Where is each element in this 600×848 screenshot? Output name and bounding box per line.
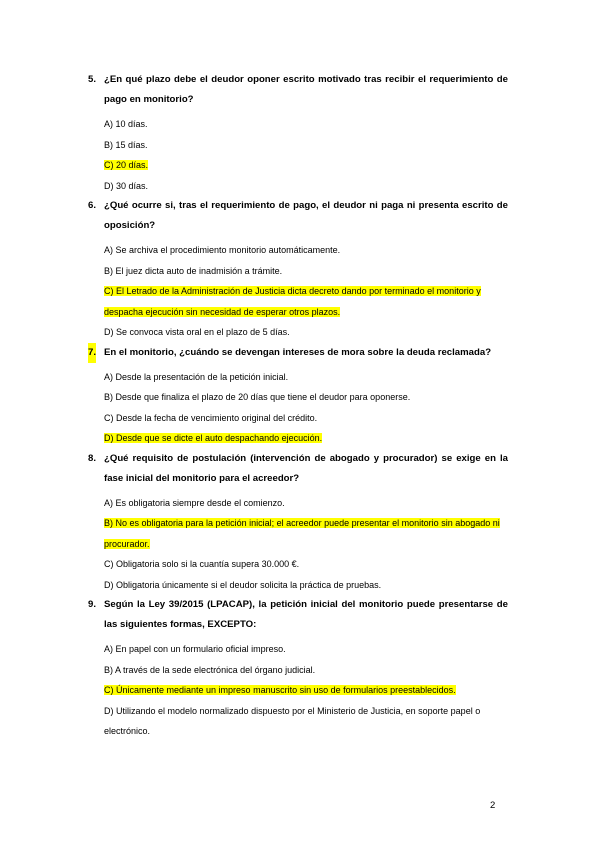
option-a: A) Se archiva el procedimiento monitorio automáticamente. (104, 245, 341, 255)
option-b: B) El juez dicta auto de inadmisión a trámite. (104, 265, 283, 276)
question-number: 7. (88, 343, 96, 363)
options (88, 240, 508, 343)
option-a: A) 10 días. (104, 119, 148, 129)
question-list (88, 70, 508, 742)
question-7 (88, 343, 508, 449)
question-5-stem (88, 70, 508, 110)
option-a: A) En papel con un formulario oficial impreso. (104, 644, 286, 654)
question-text: Según la Ley 39/2015 (LPACAP), la petición inicial del monitorio puede presentarse de las siguientes formas, EXCEPTO: (104, 599, 508, 630)
question-8 (88, 449, 508, 596)
question-number: 9. (88, 599, 97, 610)
question-9-stem (88, 595, 508, 635)
question-5 (88, 70, 508, 196)
question-text: ¿En qué plazo debe el deudor oponer escrito motivado tras recibir el requerimiento de pago en monitorio? (104, 74, 508, 105)
option-d: D) Se convoca vista oral en el plazo de 5 días. (104, 327, 290, 337)
option-c: C) Desde la fecha de vencimiento original del crédito. (104, 412, 318, 423)
option-b: B) 15 días. (104, 139, 148, 150)
option-d: D) Utilizando el modelo normalizado dispuesto por el Ministerio de Justicia, en soporte papel o electrónico. (104, 705, 481, 736)
option-d: D) 30 días. (104, 180, 149, 191)
question-text: ¿Qué ocurre si, tras el requerimiento de pago, el deudor ni paga ni presenta escrito de oposición? (104, 200, 508, 231)
option-a: A) Desde la presentación de la petición inicial. (104, 371, 289, 382)
options (88, 639, 508, 742)
option-c-correct: C) 20 días. (104, 160, 149, 170)
question-6 (88, 196, 508, 343)
option-c-correct: C) Únicamente mediante un impreso manuscrito sin uso de formularios preestablecidos. (104, 685, 456, 695)
options (88, 493, 508, 596)
option-b: B) Desde que finaliza el plazo de 20 días que tiene el deudor para oponerse. (104, 392, 411, 402)
question-number: 5. (88, 74, 97, 85)
question-number: 6. (88, 200, 97, 211)
option-c: C) Obligatoria solo si la cuantía supera 30.000 €. (104, 559, 300, 569)
options (88, 114, 508, 196)
option-d-correct: D) Desde que se dicte el auto despachando ejecución. (104, 433, 323, 443)
question-number: 8. (88, 452, 97, 464)
question-7-stem (88, 343, 508, 363)
option-a: A) Es obligatoria siempre desde el comienzo. (104, 497, 285, 508)
question-8-stem (88, 449, 508, 489)
option-b: B) A través de la sede electrónica del órgano judicial. (104, 664, 316, 675)
question-6-stem (88, 196, 508, 236)
options (88, 367, 508, 449)
option-c-correct: C) El Letrado de la Administración de Justicia dicta decreto dando por terminado el monitorio y despacha ejecución sin necesidad de esperar otros plazos. (104, 286, 481, 317)
question-9 (88, 595, 508, 742)
page-number: 2 (490, 800, 496, 811)
question-text: En el monitorio, ¿cuándo se devengan intereses de mora sobre la deuda reclamada? (104, 346, 492, 358)
question-text: ¿Qué requisito de postulación (intervención de abogado y procurador) se exige en la fase inicial del monitorio para el acreedor? (104, 452, 508, 484)
option-b-correct: B) No es obligatoria para la petición inicial; el acreedor puede presentar el monitorio sin abogado ni procurador. (104, 518, 500, 549)
option-d: D) Obligatoria únicamente si el deudor solicita la práctica de pruebas. (104, 579, 382, 590)
